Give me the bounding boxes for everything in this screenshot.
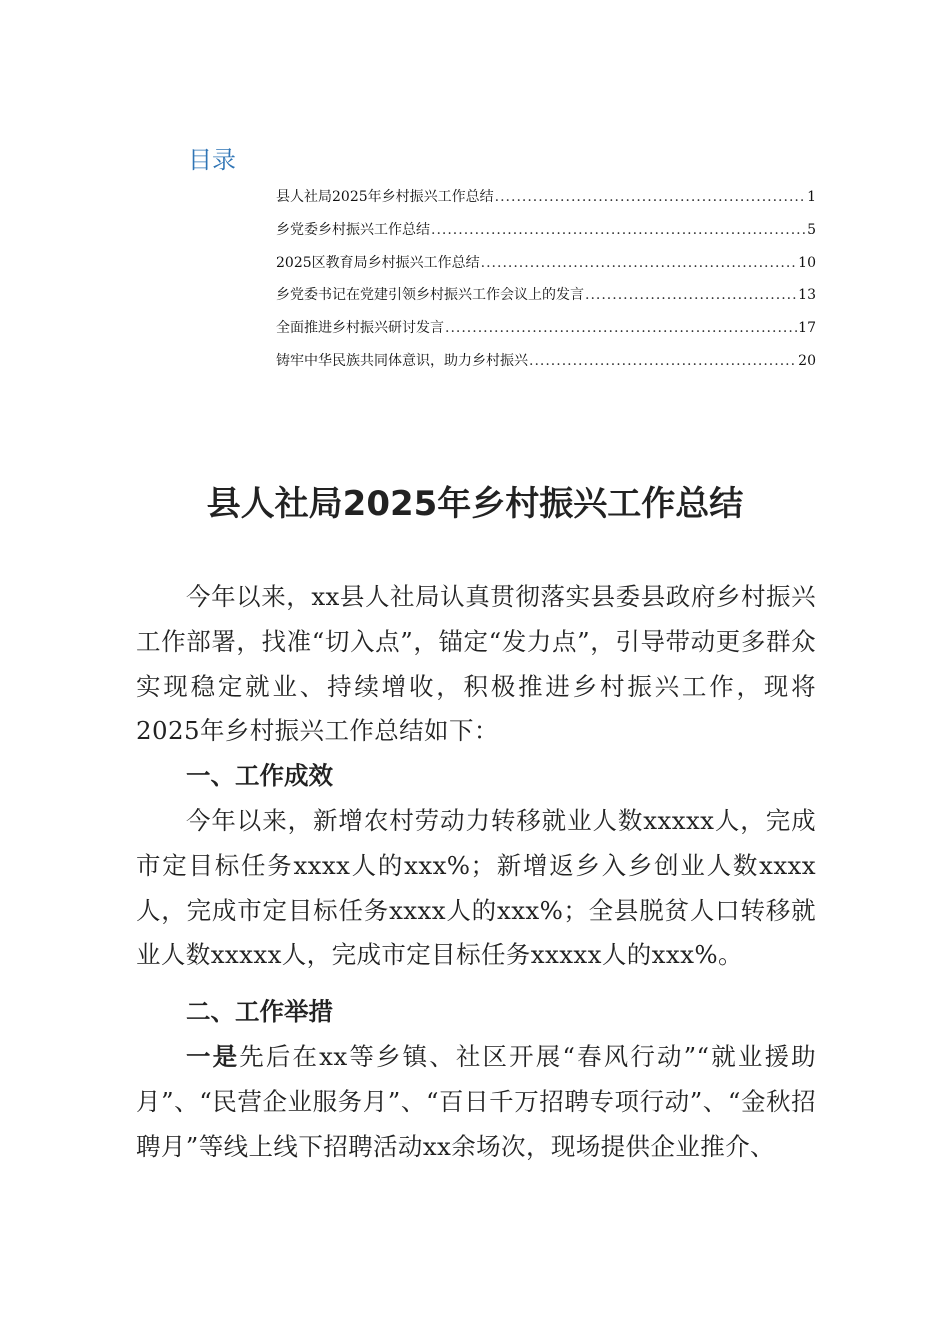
toc-entry-title: 全面推进乡村振兴研讨发言 [276, 320, 444, 337]
document-title: 县人社局2025年乡村振兴工作总结 [206, 484, 744, 524]
toc-entry-title: 县人社局2025年乡村振兴工作总结 [276, 189, 494, 205]
toc-dot-leader [529, 353, 797, 369]
toc-entry-title: 铸牢中华民族共同体意识，助力乡村振兴 [276, 352, 528, 369]
toc-entry-page: 13 [798, 287, 816, 304]
intro-paragraph: 今年以来，xx县人社局认真贯彻落实县委县政府乡村振兴工作部署，找准“切入点”，锚定“发力点”，引导带动更多群众实现稳定就业、持续增收，积极推进乡村振兴工作，现将2025年乡村振兴工作总结如下： [136, 582, 816, 746]
toc-heading: 目录 [188, 146, 236, 174]
toc-dot-leader [481, 255, 798, 271]
toc-dot-leader [585, 287, 797, 303]
toc-entry-page: 20 [798, 352, 816, 369]
toc-dot-leader [445, 320, 797, 336]
toc-entry-title: 乡党委乡村振兴工作总结 [276, 221, 430, 238]
toc-entry-title: 2025区教育局乡村振兴工作总结 [276, 254, 480, 271]
toc-entry[interactable] [276, 219, 816, 252]
toc-entry-page: 10 [798, 254, 816, 271]
measure-paragraph [136, 1035, 816, 1169]
section-heading-measures: 二、工作举措 [186, 997, 333, 1027]
toc-entry-page: 17 [798, 320, 816, 337]
toc-entry[interactable] [276, 350, 816, 383]
toc-entry-page: 5 [807, 221, 816, 238]
measure-lead: 一是 [186, 1041, 240, 1071]
toc-entry-page: 1 [807, 189, 816, 205]
toc-entry[interactable] [276, 252, 816, 285]
toc-entry[interactable] [276, 317, 816, 350]
toc-entry[interactable] [276, 284, 816, 317]
paragraph-spacer [136, 978, 816, 990]
toc-entry-title: 乡党委书记在党建引领乡村振兴工作会议上的发言 [276, 287, 584, 304]
toc-dot-leader [495, 189, 806, 205]
table-of-contents [276, 186, 816, 383]
toc-entry[interactable] [276, 186, 816, 219]
measure-text: 先后在xx等乡镇、社区开展“春风行动”“就业援助月”、“民营企业服务月”、“百日千万招聘专项行动”、“金秋招聘月”等线上线下招聘活动xx余场次，现场提供企业推介、 [136, 1041, 816, 1161]
document-body [136, 575, 816, 1169]
results-paragraph: 今年以来，新增农村劳动力转移就业人数xxxxx人，完成市定目标任务xxxx人的xxx%；新增返乡入乡创业人数xxxx人，完成市定目标任务xxxx人的xxx%；全县脱贫人口转移就业人数xxxxx人，完成市定目标任务xxxxx人的xxx%。 [136, 805, 816, 970]
toc-dot-leader [431, 222, 806, 238]
section-heading-results: 一、工作成效 [186, 761, 333, 791]
